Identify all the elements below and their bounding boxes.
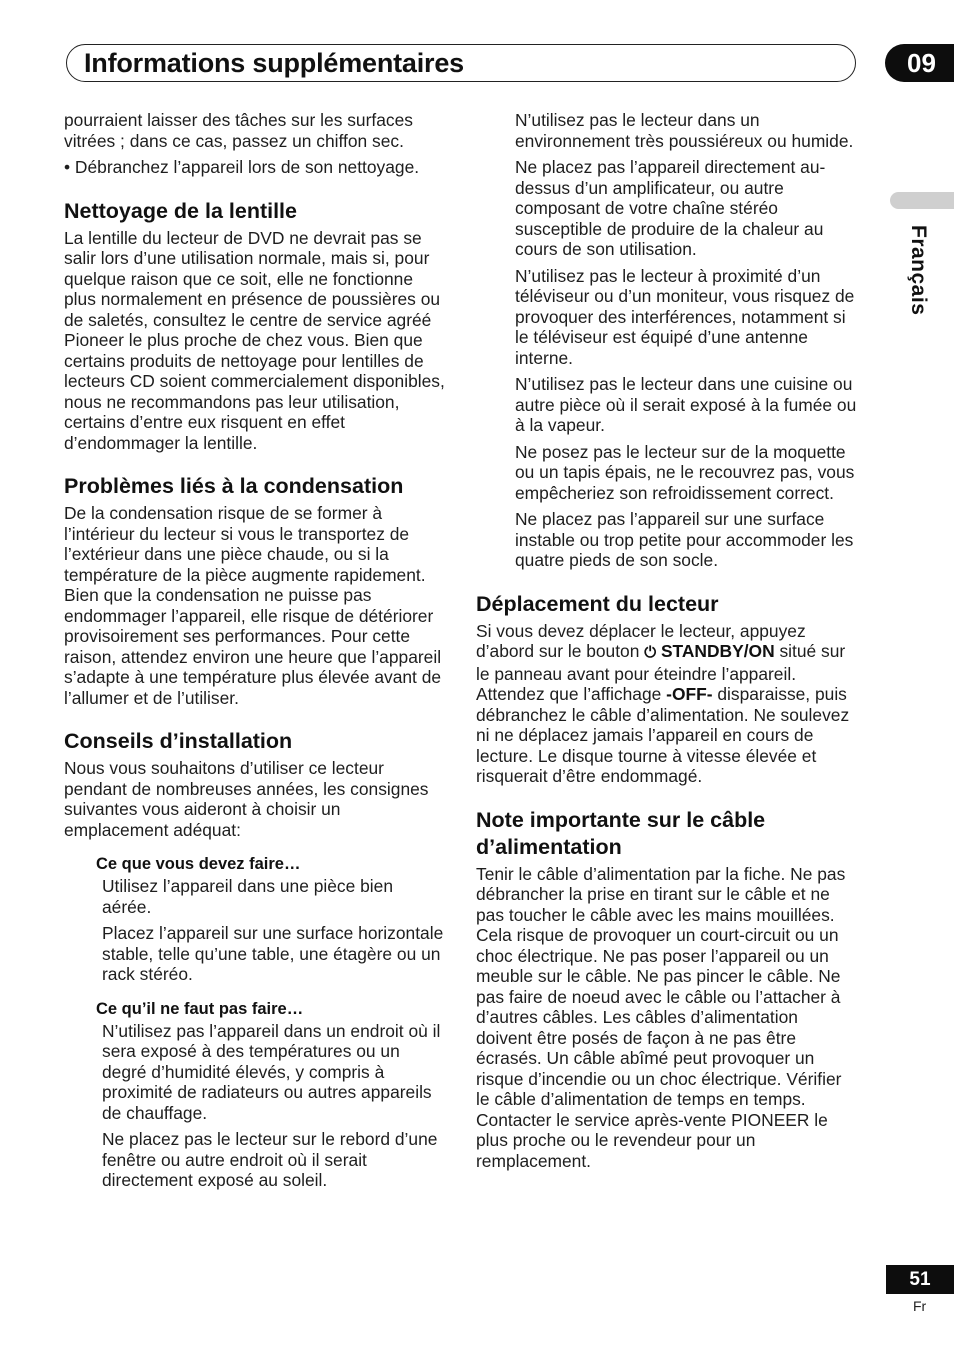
moving-text-2: situé sur le panneau avant pour éteindre l’appareil. Attendez que l’affichage xyxy=(476,641,846,704)
intro-paragraph: pourraient laisser des tâches sur les surfaces vitrées ; dans ce cas, passez un chiffon sec. xyxy=(64,110,413,151)
language-tab xyxy=(890,192,954,209)
left-column xyxy=(64,110,446,1197)
section-heading-power-cable: Note importante sur le câble d’alimentation xyxy=(476,807,766,859)
dont-item: Ne placez pas l’appareil directement au-dessus d’un amplificateur, ou autre composant de votre chaîne stéréo susceptible de produire de la chaleur au cours de son utilisation. xyxy=(515,157,826,259)
dont-item: Ne placez pas l’appareil sur une surface instable ou trop petite pour accommoder les quatre pieds de son socle. xyxy=(515,509,854,570)
right-column xyxy=(476,110,858,1177)
dont-item: Ne posez pas le lecteur sur de la moquette ou un tapis épais, ne le recouvrez pas, vous empêcheriez son refroidissement correct. xyxy=(515,441,855,503)
page-title: Informations supplémentaires xyxy=(84,48,464,78)
power-icon: ⏻ xyxy=(644,644,657,661)
dont-item: Ne placez pas le lecteur sur le rebord d’une fenêtre ou autre endroit où il serait directement exposé au soleil. xyxy=(102,1129,438,1190)
off-display-label: -OFF- xyxy=(666,684,713,704)
moving-text-3: disparaisse, puis débranchez le câble d’alimentation. Ne soulevez ni ne déplacez jamais l’appareil en cours de lecture. Le disque tourne à vitesse élevée et risquerait d’être endommagé. xyxy=(476,684,850,786)
section-body-installation: Nous vous souhaitons d’utiliser ce lecteur pendant de nombreuses années, les consignes suivantes vous aideront à choisir un emplacement adéquat: xyxy=(64,758,429,840)
do-item: Placez l’appareil sur une surface horizontale stable, telle qu’une table, une étagère ou un rack stéréo. xyxy=(102,923,444,984)
dont-item: N’utilisez pas le lecteur à proximité d’un téléviseur ou d’un moniteur, vous risquez de provoquer des interférences, notamment si le téléviseur est équipé d’une antenne interne. xyxy=(515,265,855,368)
section-body-condensation: De la condensation risque de se former à l’intérieur du lecteur si vous le transportez de l’extérieur dans une pièce chaude, ou si la température de la pièce augmente rapidement. Bien que la condensation ne puisse pas endommager l’appareil, elle risque de détériorer provisoirement ses performances. Pour cette raison, attendez environ une heure que l’appareil s’adapte à une température plus élevée avant de l’allumer et de l’utiliser. xyxy=(64,503,442,708)
standby-button-label: STANDBY/ON xyxy=(656,641,775,661)
section-heading-lens: Nettoyage de la lentille xyxy=(64,198,297,223)
moving-text-1: Si vous devez déplacer le lecteur, appuyez d’abord sur le bouton xyxy=(476,620,806,661)
section-body-power-cable: Tenir le câble d’alimentation par la fiche. Ne pas débrancher la prise en tirant sur le câble et ne pas toucher le câble avec les mains mouillées. Cela risque de provoquer un court-circuit ou un choc électrique. Ne pas poser l’appareil ou un meuble sur le câble. Ne pas pincer le câble. Ne pas faire de noeud avec le câble ou l’attacher à d’autres câbles. Les câbles d’alimentation doivent être posés de façon à ne pas être écrasés. Un câble abîmé peut provoquer un risque d’incendie ou un choc électrique. Vérifier le câble d’alimentation de temps en temps. Contacter le service après-vente PIONEER le plus proche ou le revendeur pour un remplacement. xyxy=(476,863,846,1171)
section-heading-moving: Déplacement du lecteur xyxy=(476,591,719,616)
language-label: Français xyxy=(907,225,930,316)
section-body-lens: La lentille du lecteur de DVD ne devrait pas se salir lors d’une utilisation normale, mais si, pour quelque raison que ce soit, elle ne fonctionne plus normalement en présence de poussières ou de saletés, consultez le centre de service agréé Pioneer le plus proche de chez vous. Bien que certains produits de nettoyage pour lentilles de lecteurs CD soient commercialement disponibles, nous ne recommandons pas leur utilisation, certains d’entre eux risquent en effet d’endommager la lentille. xyxy=(64,227,445,453)
section-heading-condensation: Problèmes liés à la condensation xyxy=(64,474,404,498)
dont-item: N’utilisez pas le lecteur dans un environnement très poussiéreux ou humide. xyxy=(515,110,854,151)
section-body-moving xyxy=(476,621,858,787)
do-item: Utilisez l’appareil dans une pièce bien aérée. xyxy=(102,876,393,917)
intro-bullet: • Débranchez l’appareil lors de son nettoyage. xyxy=(64,157,420,177)
chapter-number-badge: 09 xyxy=(885,44,954,82)
page-language-code: Fr xyxy=(913,1298,927,1314)
dont-item: N’utilisez pas le lecteur dans une cuisine ou autre pièce où il serait exposé à la fumée ou à la vapeur. xyxy=(515,374,857,435)
section-heading-installation: Conseils d’installation xyxy=(64,729,293,753)
do-subheading: Ce que vous devez faire… xyxy=(96,855,301,873)
dont-subheading: Ce qu’il ne faut pas faire… xyxy=(96,999,304,1018)
page-number: 51 xyxy=(886,1265,954,1294)
dont-item: N’utilisez pas l’appareil dans un endroit où il sera exposé à des températures ou un degré d’humidité élevés, y compris à proximité de radiateurs ou autres appareils de chauffage. xyxy=(102,1020,441,1123)
